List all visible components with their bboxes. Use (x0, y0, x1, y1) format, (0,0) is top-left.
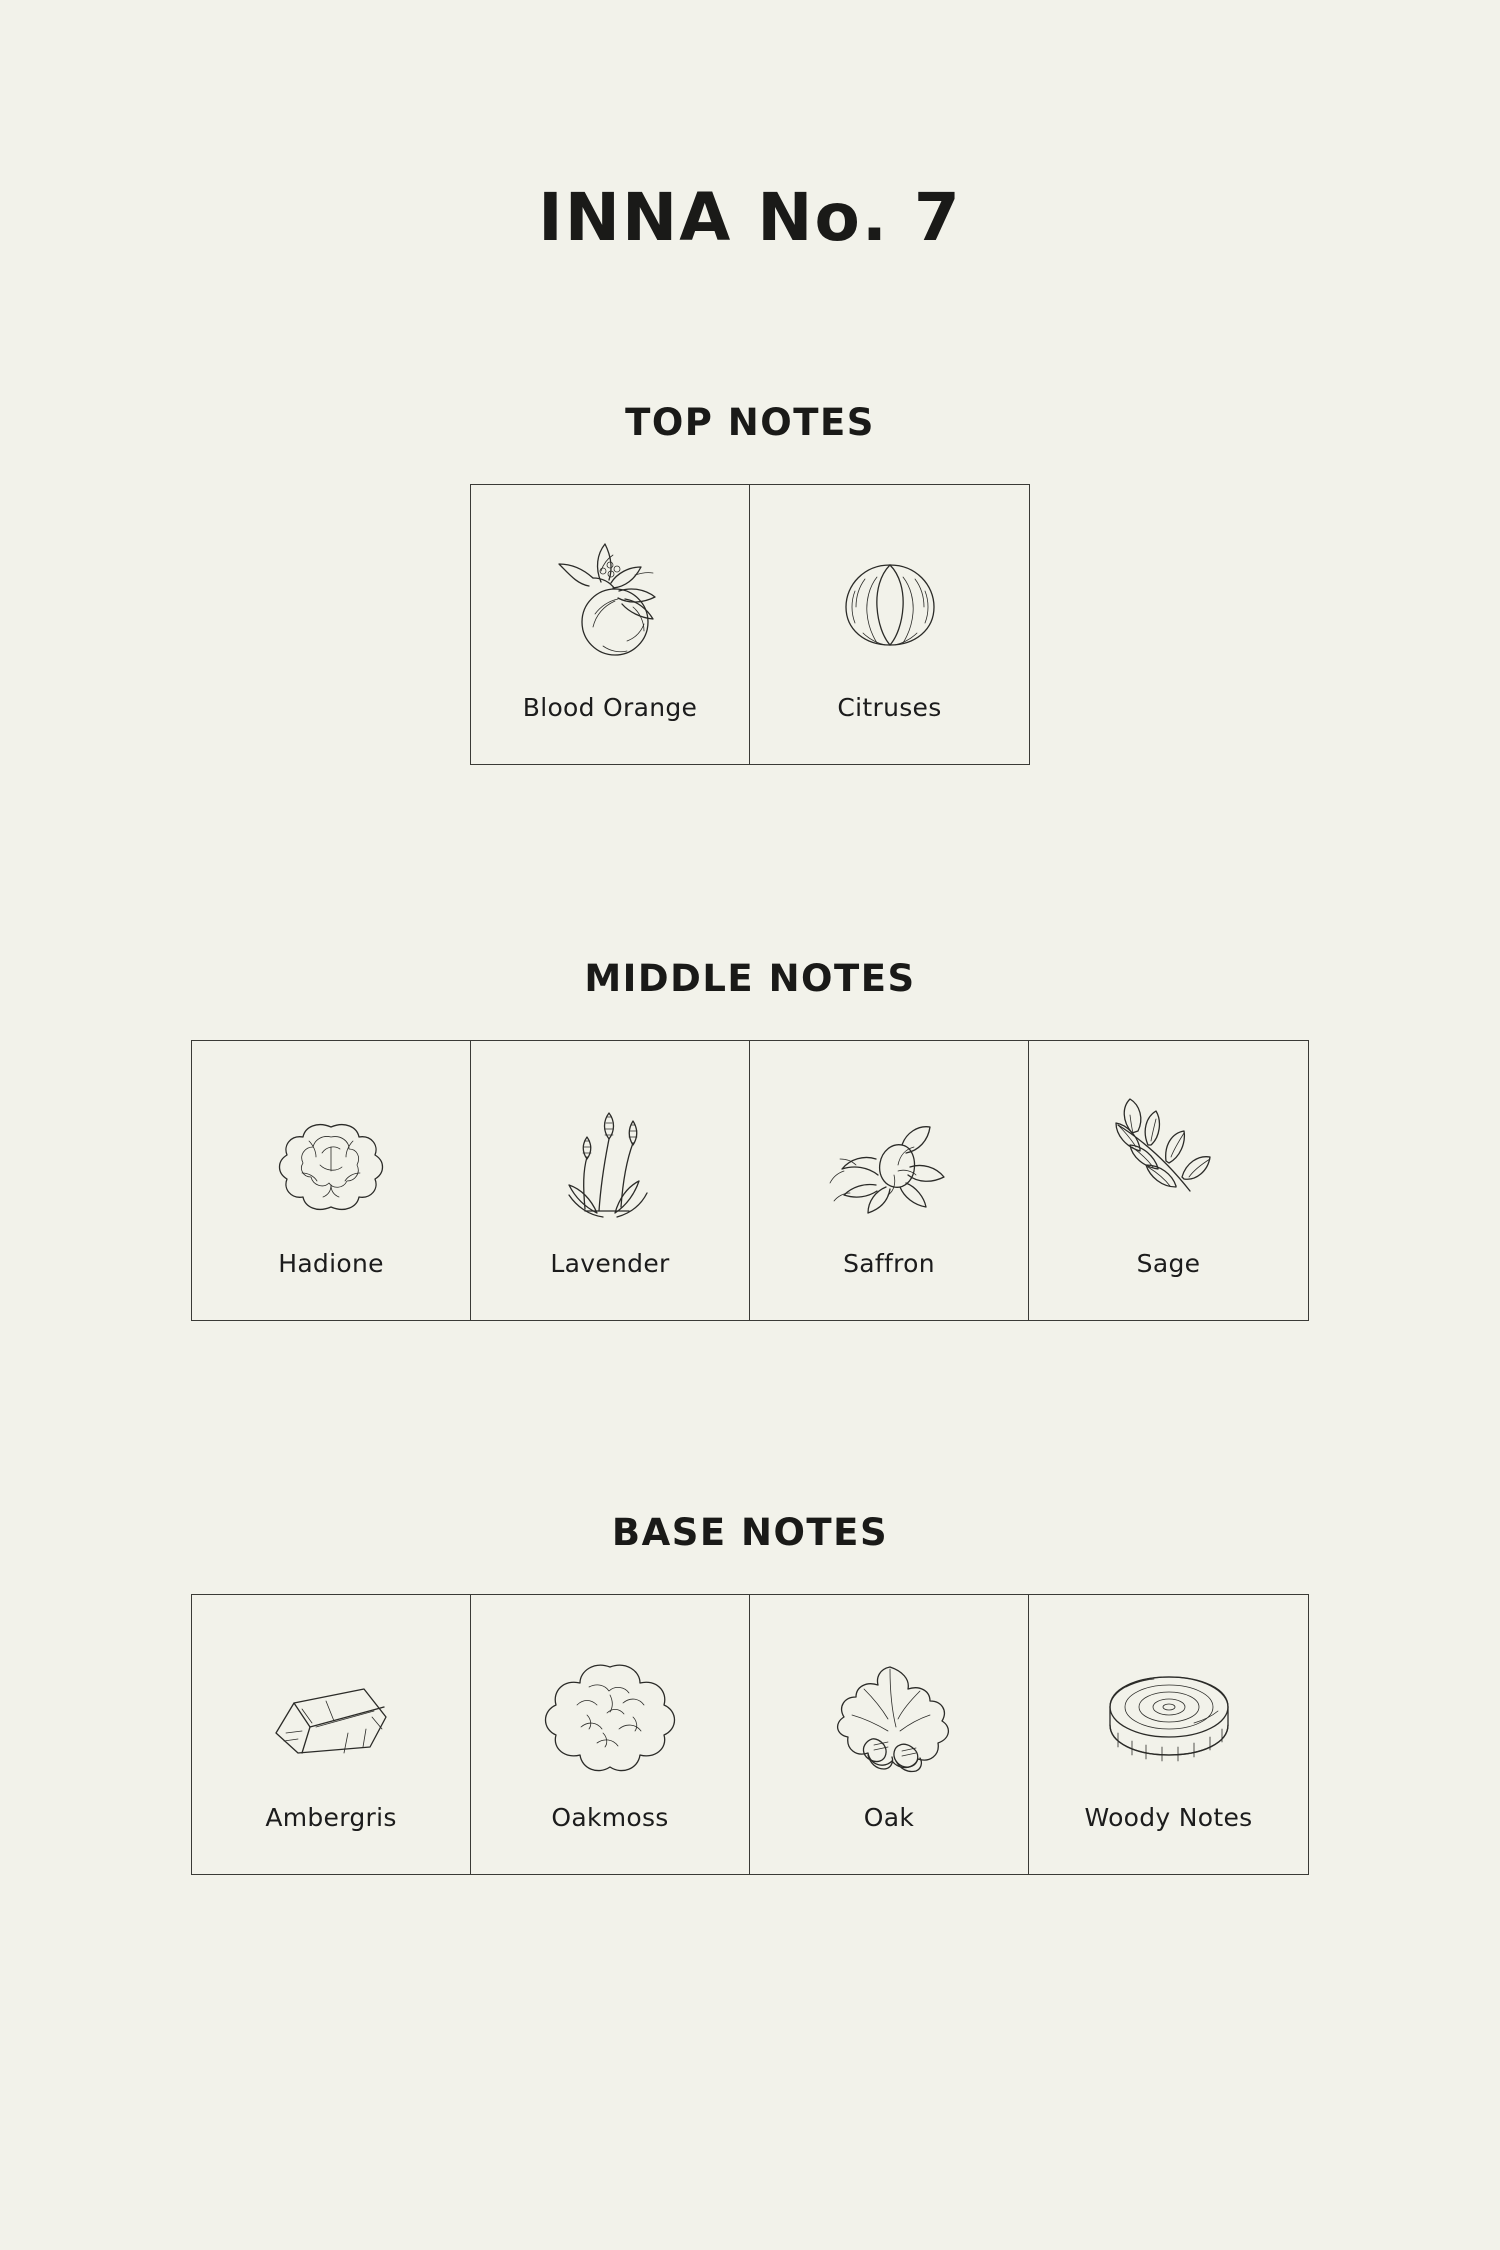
citrus-slice-icon (795, 519, 985, 679)
note-label: Woody Notes (1084, 1803, 1253, 1832)
note-label: Lavender (550, 1249, 670, 1278)
note-cell-citruses[interactable] (750, 485, 1029, 764)
oakmoss-lichen-icon (515, 1629, 705, 1789)
ambergris-stone-icon (236, 1629, 426, 1789)
blood-orange-icon (515, 519, 705, 679)
section-title-base-notes: BASE NOTES (611, 1511, 889, 1554)
note-cell-oak[interactable] (750, 1595, 1029, 1874)
note-cell-hadione[interactable] (192, 1041, 471, 1320)
note-cell-blood-orange[interactable] (471, 485, 750, 764)
section-title-middle-notes: MIDDLE NOTES (584, 957, 916, 1000)
note-cell-woody-notes[interactable] (1029, 1595, 1308, 1874)
wood-slice-icon (1074, 1629, 1264, 1789)
section-base-notes (0, 1511, 1500, 1875)
section-middle-notes (0, 957, 1500, 1321)
note-label: Saffron (843, 1249, 935, 1278)
notes-grid-middle (191, 1040, 1309, 1321)
note-cell-lavender[interactable] (471, 1041, 750, 1320)
note-label: Citruses (837, 693, 942, 722)
lavender-sprig-icon (515, 1075, 705, 1235)
notes-grid-base (191, 1594, 1309, 1875)
hadione-flower-icon (236, 1075, 426, 1235)
section-title-top-notes: TOP NOTES (625, 401, 875, 444)
section-top-notes (0, 401, 1500, 765)
grid-wrap-middle-notes (0, 1040, 1500, 1321)
page-title: INNA No. 7 (538, 179, 962, 256)
note-cell-ambergris[interactable] (192, 1595, 471, 1874)
note-cell-saffron[interactable] (750, 1041, 1029, 1320)
saffron-crocus-icon (794, 1075, 984, 1235)
note-label: Blood Orange (522, 693, 698, 722)
grid-wrap-top-notes (0, 484, 1500, 765)
note-label: Oak (863, 1803, 915, 1832)
grid-wrap-base-notes (0, 1594, 1500, 1875)
notes-grid-top (470, 484, 1030, 765)
note-label: Sage (1136, 1249, 1201, 1278)
note-cell-sage[interactable] (1029, 1041, 1308, 1320)
note-label: Hadione (278, 1249, 384, 1278)
note-label: Oakmoss (551, 1803, 669, 1832)
note-label: Ambergris (265, 1803, 397, 1832)
note-cell-oakmoss[interactable] (471, 1595, 750, 1874)
oak-leaf-acorn-icon (794, 1629, 984, 1789)
sage-branch-icon (1074, 1075, 1264, 1235)
